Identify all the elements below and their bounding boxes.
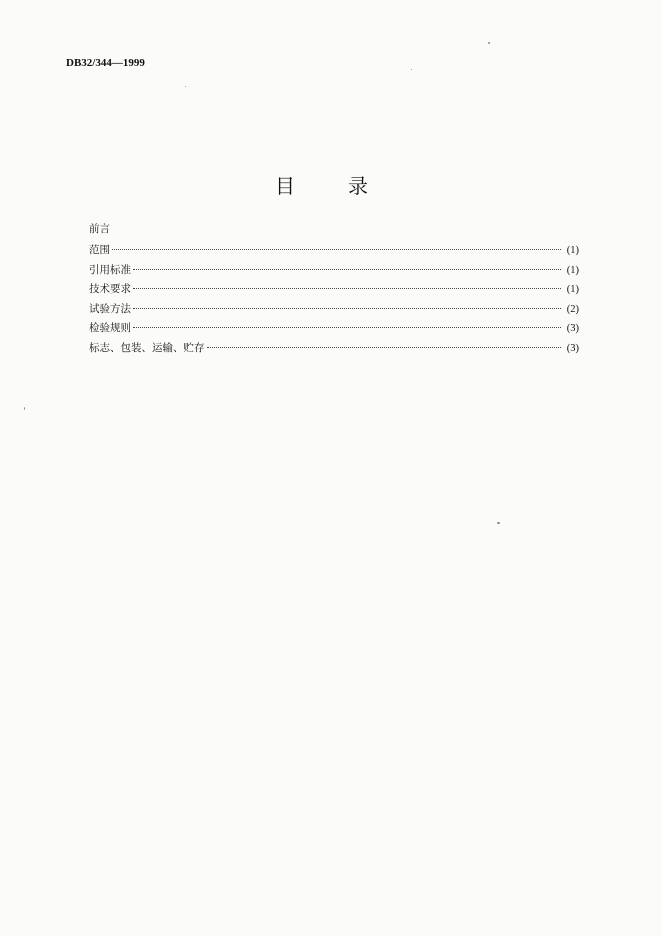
toc-entry-page: (1) [566,284,579,296]
title-char-2: 录 [348,174,368,198]
table-of-contents [89,222,579,360]
document-code: DB32/344—1999 [66,57,145,69]
scan-speck [185,86,186,87]
toc-entry-page: (2) [566,303,579,315]
toc-entry [89,242,579,262]
toc-leader-dots [133,308,561,309]
toc-entry [89,301,579,321]
toc-entry-label: 检验规则 [89,322,131,335]
toc-entry-label: 范围 [89,244,110,256]
toc-entry-page: (3) [566,342,579,354]
toc-entry-label: 试验方法 [89,302,131,315]
toc-leader-dots [133,327,561,328]
page-title [0,170,662,198]
toc-entry-label: 技术要求 [89,283,131,296]
scan-speck [24,407,25,410]
toc-entry [89,262,579,282]
toc-heading: 前言 [89,223,110,235]
toc-leader-dots [133,288,561,289]
toc-entry [89,281,579,301]
toc-entry [89,320,579,340]
toc-entry-page: (1) [566,264,579,276]
toc-leader-dots [133,269,561,270]
toc-entry-page: (3) [566,323,579,335]
toc-entry-label: 引用标准 [89,263,131,276]
toc-entry-label: 标志、包装、运输、贮存 [89,341,205,354]
scan-speck [411,69,412,70]
title-char-1: 目 [275,174,295,198]
toc-leader-dots [207,347,561,348]
toc-entry [89,340,579,360]
scan-speck [488,42,490,44]
scan-speck [497,522,500,524]
toc-entry-page: (1) [566,245,579,256]
toc-leader-dots [112,249,561,250]
